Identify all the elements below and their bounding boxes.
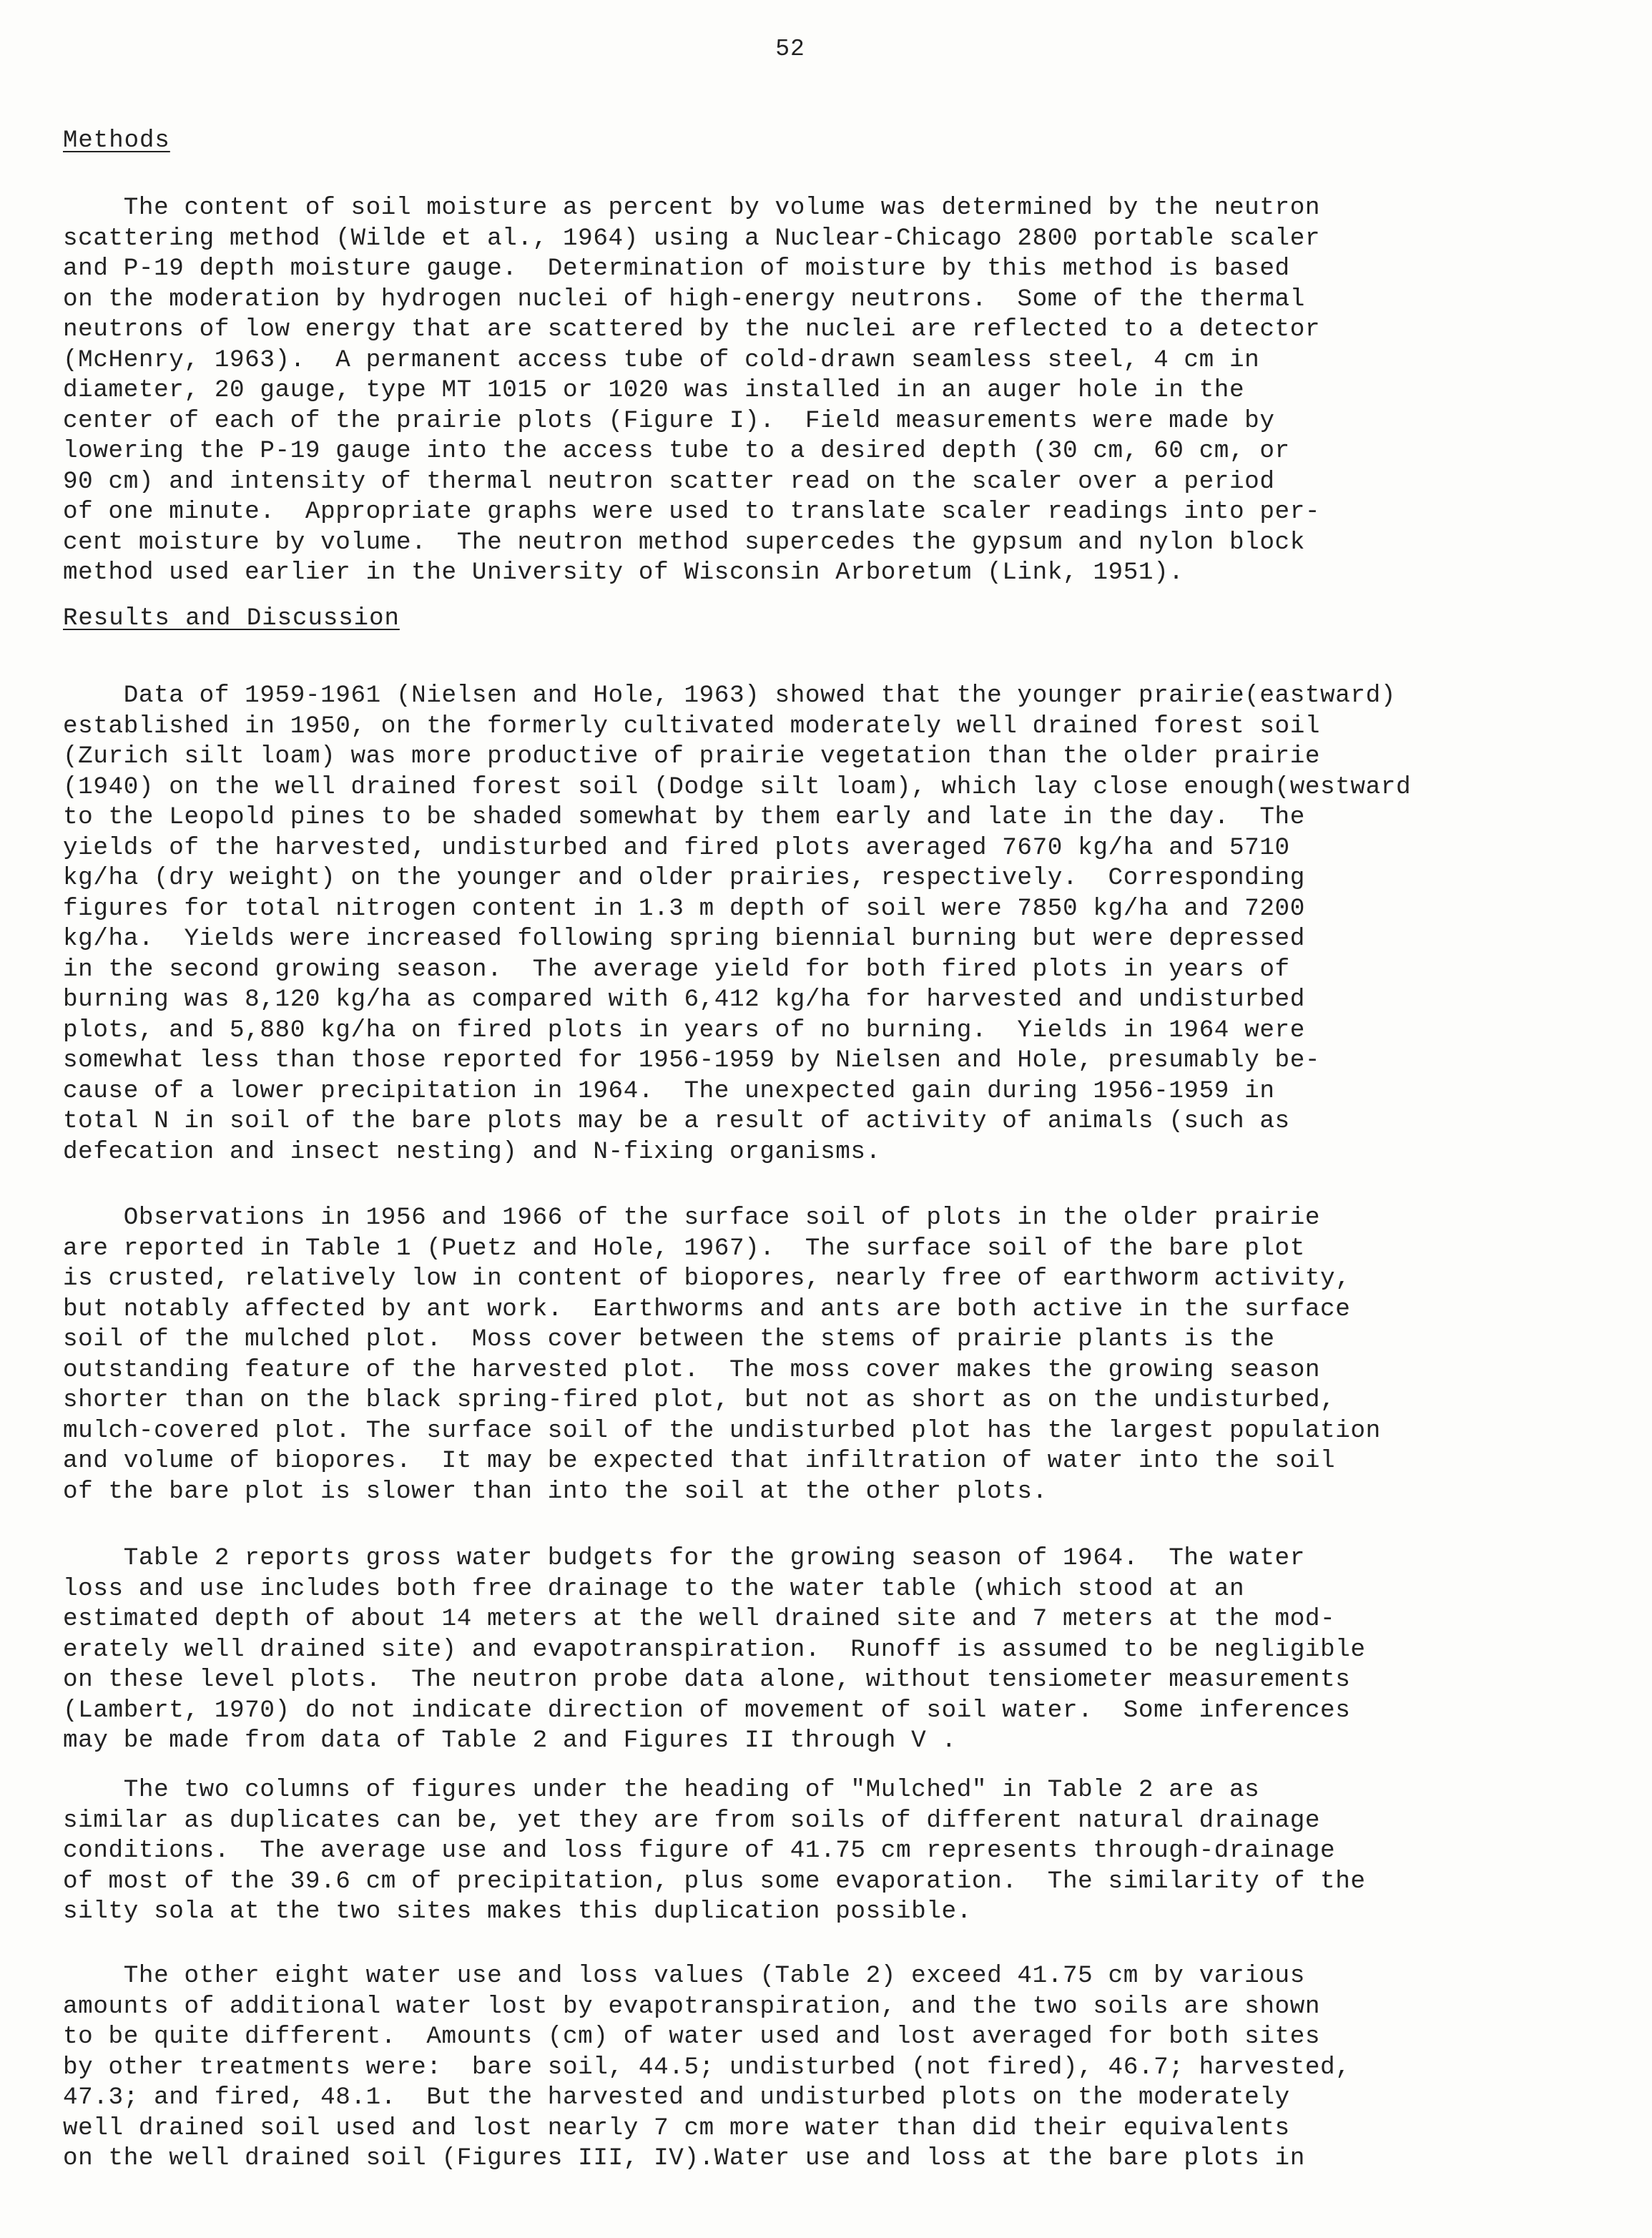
text-line: kg/ha (dry weight) on the younger and older prairies, respectively. Corresponding bbox=[63, 864, 1305, 892]
results-paragraph-1 bbox=[63, 681, 1651, 1167]
text-line: 90 cm) and intensity of thermal neutron scatter read on the scaler over a period bbox=[63, 467, 1275, 496]
text-line: silty sola at the two sites makes this duplication possible. bbox=[63, 1898, 972, 1925]
text-line: on the moderation by hydrogen nuclei of high-energy neutrons. Some of the thermal bbox=[63, 285, 1305, 313]
text-line: and volume of biopores. It may be expected that infiltration of water into the soil bbox=[63, 1447, 1336, 1475]
text-line: 47.3; and fired, 48.1. But the harvested and undisturbed plots on the moderately bbox=[63, 2084, 1290, 2111]
text-line: soil of the mulched plot. Moss cover between the stems of prairie plants is the bbox=[63, 1325, 1275, 1353]
text-line: estimated depth of about 14 meters at the well drained site and 7 meters at the mod- bbox=[63, 1605, 1336, 1633]
text-line: lowering the P-19 gauge into the access tube to a desired depth (30 cm, 60 cm, or bbox=[63, 437, 1290, 465]
text-line: (Zurich silt loam) was more productive of prairie vegetation than the older prairie bbox=[63, 742, 1321, 770]
text-line: (Lambert, 1970) do not indicate direction of movement of soil water. Some inferences bbox=[63, 1696, 1351, 1724]
text-line: is crusted, relatively low in content of biopores, nearly free of earthworm activity, bbox=[63, 1265, 1351, 1292]
text-line: of the bare plot is slower than into the soil at the other plots. bbox=[63, 1477, 1048, 1506]
text-line: similar as duplicates can be, yet they are from soils of different natural drainage bbox=[63, 1806, 1321, 1835]
text-line: erately well drained site) and evapotranspiration. Runoff is assumed to be negligible bbox=[63, 1635, 1366, 1664]
text-line: but notably affected by ant work. Earthworms and ants are both active in the surface bbox=[63, 1295, 1351, 1323]
text-line: are reported in Table 1 (Puetz and Hole, 1967). The surface soil of the bare plot bbox=[63, 1234, 1305, 1262]
text-line: on the well drained soil (Figures III, IV).Water use and loss at the bare plots in bbox=[63, 2144, 1305, 2172]
text-line: and P-19 depth moisture gauge. Determination of moisture by this method is based bbox=[63, 255, 1290, 283]
text-line: center of each of the prairie plots (Figure I). Field measurements were made by bbox=[63, 406, 1275, 435]
text-line: loss and use includes both free drainage to the water table (which stood at an bbox=[63, 1574, 1245, 1603]
text-line: (McHenry, 1963). A permanent access tube of cold-drawn seamless steel, 4 cm in bbox=[63, 345, 1260, 374]
text-line: of one minute. Appropriate graphs were used to translate scaler readings into per- bbox=[63, 498, 1321, 526]
text-line: (1940) on the well drained forest soil (Dodge silt loam), which lay close enough(westward bbox=[63, 772, 1412, 801]
text-line: figures for total nitrogen content in 1.3 m depth of soil were 7850 kg/ha and 7200 bbox=[63, 894, 1305, 923]
text-line: to the Leopold pines to be shaded somewhat by them early and late in the day. The bbox=[63, 803, 1305, 831]
text-line: established in 1950, on the formerly cultivated moderately well drained forest soil bbox=[63, 712, 1321, 740]
text-line: neutrons of low energy that are scattered by the nuclei are reflected to a detector bbox=[63, 315, 1321, 343]
results-paragraph-4 bbox=[63, 1775, 1651, 1928]
text-line: The content of soil moisture as percent by volume was determined by the neutron bbox=[63, 194, 1321, 222]
results-paragraph-3 bbox=[63, 1543, 1651, 1757]
text-line: may be made from data of Table 2 and Figures II through V . bbox=[63, 1727, 957, 1754]
text-line: method used earlier in the University of Wisconsin Arboretum (Link, 1951). bbox=[63, 559, 1184, 587]
text-line: total N in soil of the bare plots may be a result of activity of animals (such as bbox=[63, 1107, 1290, 1135]
text-line: in the second growing season. The average yield for both fired plots in years of bbox=[63, 955, 1290, 983]
text-line: Data of 1959-1961 (Nielsen and Hole, 1963) showed that the younger prairie(eastward) bbox=[63, 682, 1396, 710]
page-number: 52 bbox=[775, 36, 805, 62]
text-line: to be quite different. Amounts (cm) of water used and lost averaged for both sites bbox=[63, 2023, 1321, 2051]
text-line: somewhat less than those reported for 1956-1959 by Nielsen and Hole, presumably be- bbox=[63, 1046, 1321, 1074]
text-line: conditions. The average use and loss figure of 41.75 cm represents through-drainage bbox=[63, 1837, 1336, 1865]
methods-heading: Methods bbox=[63, 127, 170, 154]
text-line: Observations in 1956 and 1966 of the surface soil of plots in the older prairie bbox=[63, 1204, 1321, 1232]
text-line: scattering method (Wilde et al., 1964) using a Nuclear-Chicago 2800 portable scaler bbox=[63, 224, 1321, 252]
text-line: yields of the harvested, undisturbed and fired plots averaged 7670 kg/ha and 5710 bbox=[63, 833, 1290, 862]
text-line: plots, and 5,880 kg/ha on fired plots in years of no burning. Yields in 1964 were bbox=[63, 1016, 1305, 1044]
results-heading: Results and Discussion bbox=[63, 605, 400, 632]
text-line: on these level plots. The neutron probe data alone, without tensiometer measurements bbox=[63, 1666, 1351, 1694]
results-paragraph-5 bbox=[63, 1961, 1651, 2174]
text-line: mulch-covered plot. The surface soil of the undisturbed plot has the largest population bbox=[63, 1416, 1381, 1445]
text-line: amounts of additional water lost by evapotranspiration, and the two soils are shown bbox=[63, 1992, 1321, 2021]
methods-paragraph-1 bbox=[63, 193, 1651, 589]
text-line: defecation and insect nesting) and N-fixing organisms. bbox=[63, 1137, 881, 1166]
results-paragraph-2 bbox=[63, 1203, 1651, 1507]
text-line: The other eight water use and loss values (Table 2) exceed 41.75 cm by various bbox=[63, 1962, 1305, 1990]
text-line: of most of the 39.6 cm of precipitation, plus some evaporation. The similarity of the bbox=[63, 1867, 1366, 1895]
text-line: diameter, 20 gauge, type MT 1015 or 1020 was installed in an auger hole in the bbox=[63, 376, 1245, 404]
text-line: Table 2 reports gross water budgets for the growing season of 1964. The water bbox=[63, 1544, 1305, 1572]
text-line: cause of a lower precipitation in 1964. The unexpected gain during 1956-1959 in bbox=[63, 1076, 1275, 1105]
text-line: by other treatments were: bare soil, 44.5; undisturbed (not fired), 46.7; harvested, bbox=[63, 2053, 1351, 2081]
text-line: cent moisture by volume. The neutron method supercedes the gypsum and nylon block bbox=[63, 528, 1305, 556]
text-line: burning was 8,120 kg/ha as compared with 6,412 kg/ha for harvested and undisturbed bbox=[63, 986, 1305, 1014]
text-line: well drained soil used and lost nearly 7 cm more water than did their equivalents bbox=[63, 2114, 1290, 2142]
text-line: outstanding feature of the harvested plot. The moss cover makes the growing season bbox=[63, 1355, 1321, 1384]
text-line: shorter than on the black spring-fired plot, but not as short as on the undisturbed, bbox=[63, 1386, 1336, 1414]
text-line: The two columns of figures under the heading of "Mulched" in Table 2 are as bbox=[63, 1776, 1260, 1804]
text-line: kg/ha. Yields were increased following spring biennial burning but were depressed bbox=[63, 925, 1305, 953]
